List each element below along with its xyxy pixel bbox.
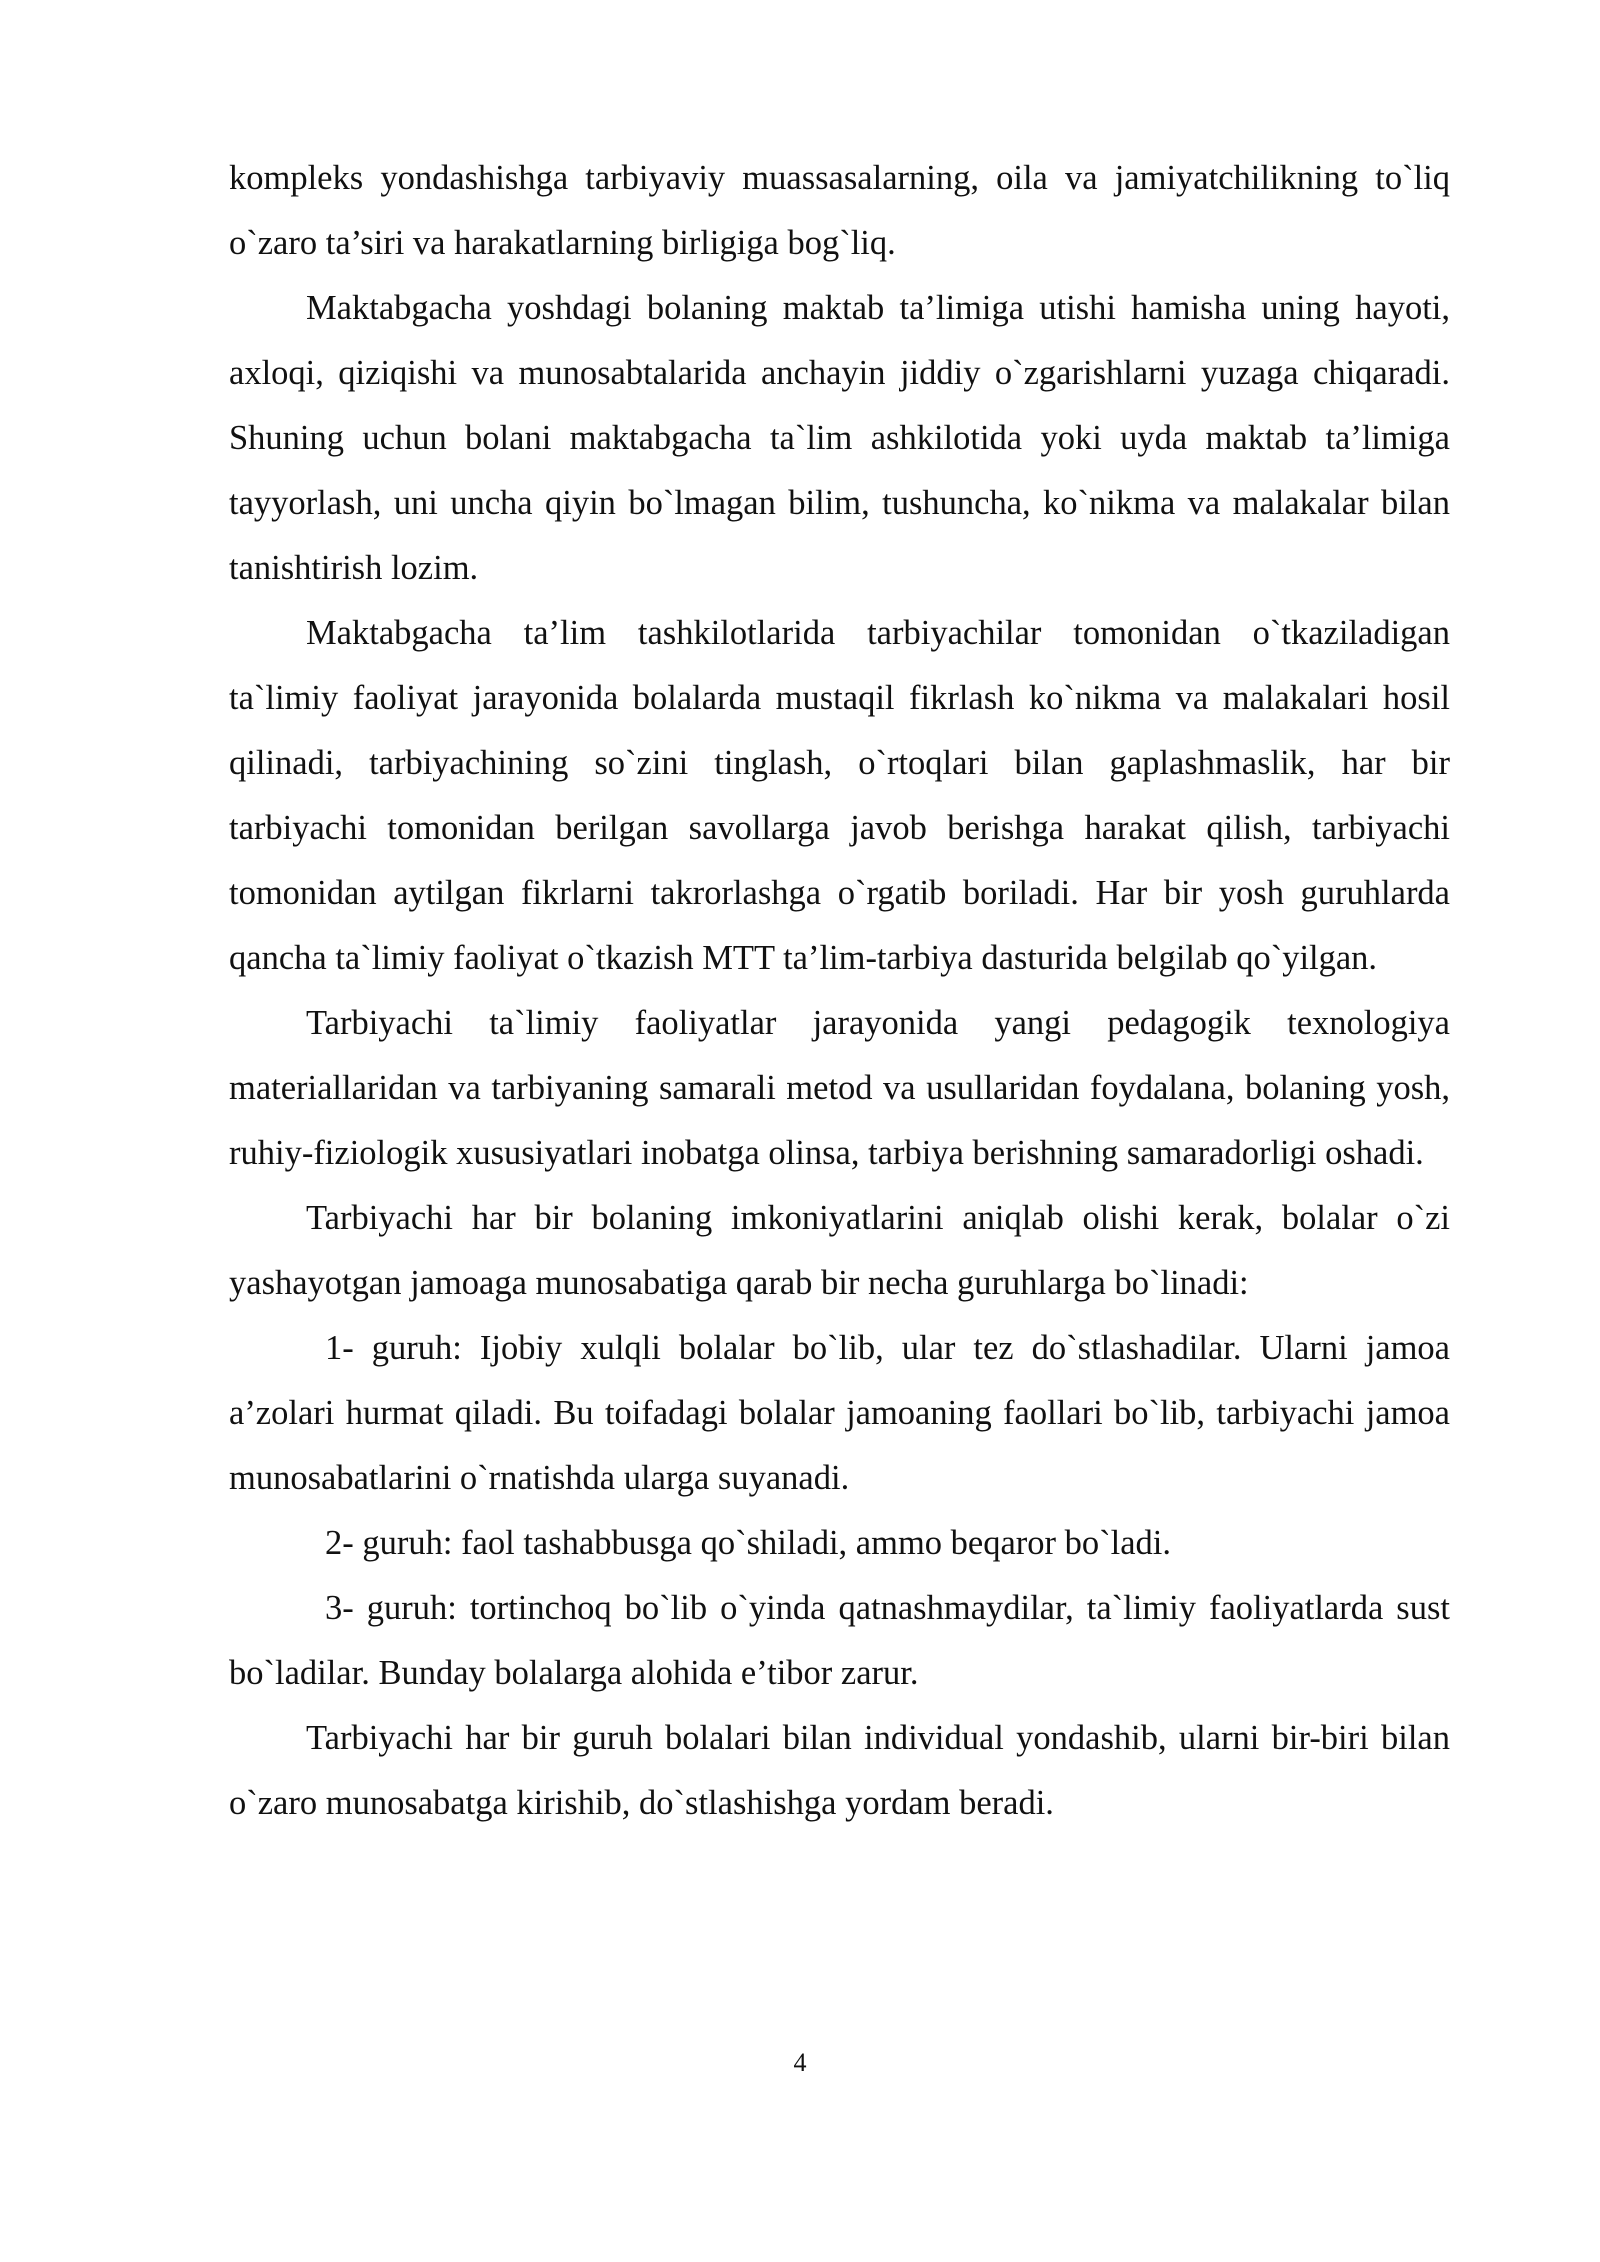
- group-3-item: 3- guruh: tortinchoq bo`lib o`yinda qatnashmaydilar, ta`limiy faoliyatlarda sust bo`ladilar. Bunday bolalarga alohida e’tibor zarur.: [229, 1589, 1450, 1692]
- group-2-item: 2- guruh: faol tashabbusga qo`shiladi, ammo beqaror bo`ladi.: [325, 1524, 1171, 1562]
- paragraph-continuation: kompleks yondashishga tarbiyaviy muassasalarning, oila va jamiyatchilikning to`liq o`zaro ta’siri va harakatlarning birligiga bog`liq.: [229, 159, 1450, 262]
- group-1-item: 1- guruh: Ijobiy xulqli bolalar bo`lib, ular tez do`stlashadilar. Ularni jamoa a’zolari hurmat qiladi. Bu toifadagi bolalar jamoaning faollari bo`lib, tarbiyachi jamoa munosabatlarini o`rnatishda ularga suyanadi.: [229, 1329, 1450, 1497]
- paragraph-teaching-methods: Tarbiyachi ta`limiy faoliyatlar jarayonida yangi pedagogik texnologiya materiallaridan va tarbiyaning samarali metod va usullaridan foydalana, bolaning yosh, ruhiy-fiziologik xususiyatlari inobatga olinsa, tarbiya berishning samaradorligi oshadi.: [229, 1004, 1450, 1172]
- paragraph-educational-activity: Maktabgacha ta’lim tashkilotlarida tarbiyachilar tomonidan o`tkaziladigan ta`limiy faoliyat jarayonida bolalarda mustaqil fikrlash ko`nikma va malakalari hosil qilinadi, tarbiyachining so`zini tinglash, o`rtoqlari bilan gaplashmaslik, har bir tarbiyachi tomonidan berilgan savollarga javob berishga harakat qilish, tarbiyachi tomonidan aytilgan fikrlarni takrorlashga o`rgatib boriladi. Har bir yosh guruhlarda qancha ta`limiy faoliyat o`tkazish MTT ta’lim-tarbiya dasturida belgilab qo`yilgan.: [229, 614, 1450, 977]
- page-number: 4: [793, 2048, 807, 2077]
- paragraph-school-transition: Maktabgacha yoshdagi bolaning maktab ta’limiga utishi hamisha uning hayoti, axloqi, qiziqishi va munosabtalarida anchayin jiddiy o`zgarishlarni yuzaga chiqaradi. Shuning uchun bolani maktabgacha ta`lim ashkilotida yoki uyda maktab ta’limiga tayyorlash, uni uncha qiyin bo`lmagan bilim, tushuncha, ko`nikma va malakalar bilan tanishtirish lozim.: [229, 289, 1450, 587]
- paragraph-individual-approach: Tarbiyachi har bir guruh bolalari bilan individual yondashib, ularni bir-biri bilan o`zaro munosabatga kirishib, do`stlashishga yordam beradi.: [229, 1719, 1450, 1822]
- paragraph-child-groups-intro: Tarbiyachi har bir bolaning imkoniyatlarini aniqlab olishi kerak, bolalar o`zi yashayotgan jamoaga munosabatiga qarab bir necha guruhlarga bo`linadi:: [229, 1199, 1450, 1302]
- body-text: [229, 146, 1450, 1836]
